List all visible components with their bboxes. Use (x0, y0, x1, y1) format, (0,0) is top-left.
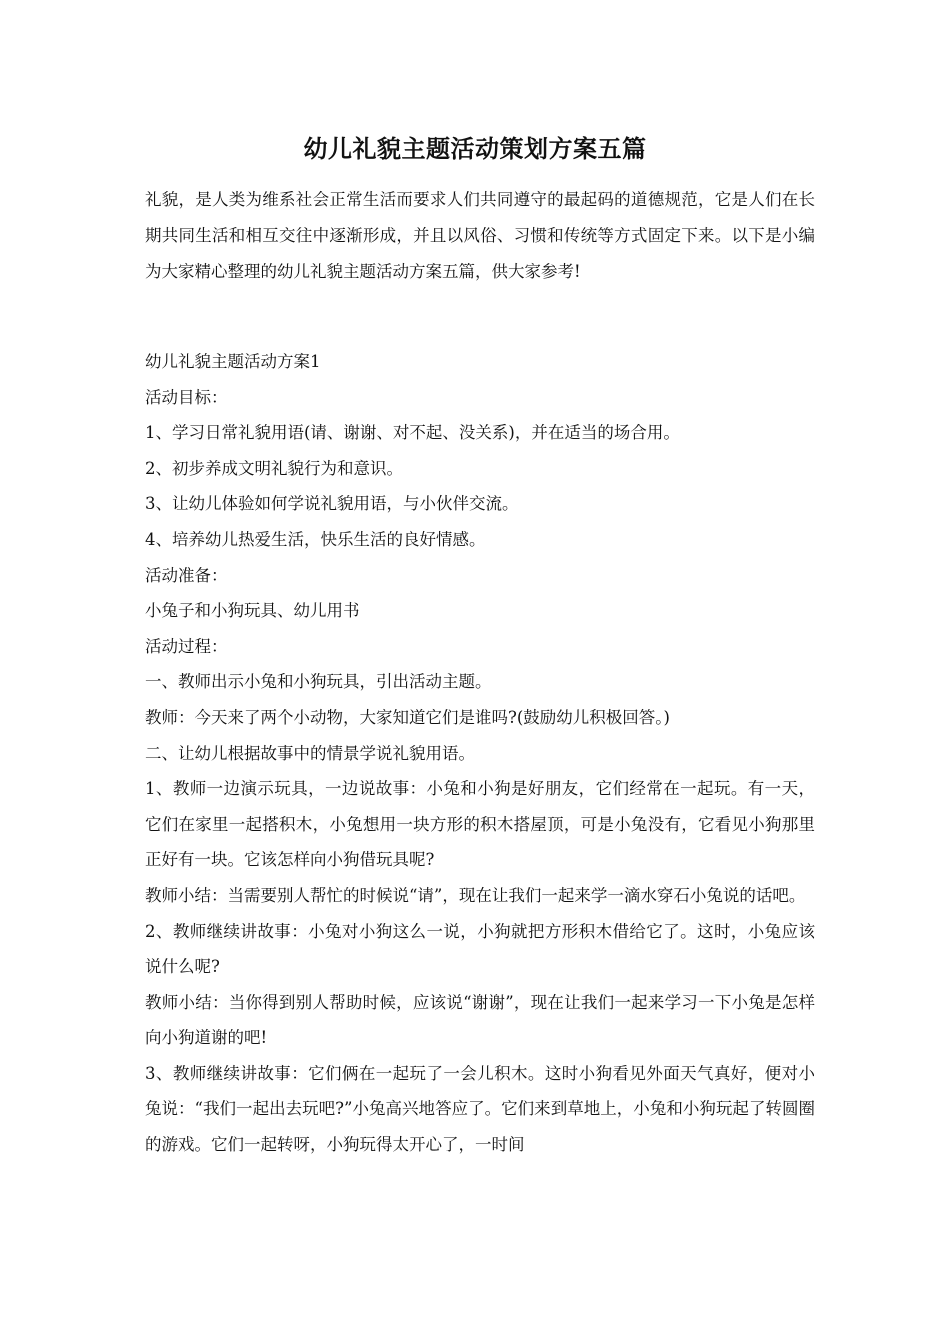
goal-item: 3、让幼儿体验如何学说礼貌用语，与小伙伴交流。 (145, 494, 519, 514)
plan-content (145, 344, 815, 1163)
section-gap (145, 290, 815, 344)
section-heading: 幼儿礼貌主题活动方案1 (145, 352, 321, 371)
document-body (145, 182, 815, 1163)
goal-item: 1、学习日常礼貌用语(请、谢谢、对不起、没关系)，并在适当的场合用。 (145, 423, 680, 443)
goal-item: 4、培养幼儿热爱生活，快乐生活的良好情感。 (145, 529, 486, 549)
subheading-process: 活动过程： (145, 636, 228, 656)
story-paragraph: 3、教师继续讲故事：它们俩在一起玩了一会儿积木。这时小狗看见外面天气真好，便对小兔说：“我们一起出去玩吧?”小兔高兴地答应了。它们来到草地上，小兔和小狗玩起了转圆圈的游戏。它们一起转呀，小狗玩得太开心了，一时间 (145, 1063, 815, 1155)
teacher-summary: 教师小结：当需要别人帮忙的时候说“请”，现在让我们一起来学一滴水穿石小兔说的话吧。 (145, 885, 806, 905)
story-paragraph: 2、教师继续讲故事：小兔对小狗这么一说，小狗就把方形积木借给它了。这时，小兔应该说什么呢? (145, 921, 815, 977)
subheading-goals: 活动目标： (145, 387, 228, 407)
teacher-summary: 教师小结：当你得到别人帮助时候，应该说“谢谢”，现在让我们一起来学习一下小兔是怎样向小狗道谢的吧! (145, 992, 815, 1048)
intro-section (145, 182, 815, 290)
process-text: 教师：今天来了两个小动物，大家知道它们是谁吗?(鼓励幼儿积极回答。) (145, 707, 670, 727)
process-step: 二、让幼儿根据故事中的情景学说礼貌用语。 (145, 743, 475, 763)
preparation-text: 小兔子和小狗玩具、幼儿用书 (145, 601, 360, 621)
document-title: 幼儿礼貌主题活动策划方案五篇 (303, 134, 647, 163)
subheading-preparation: 活动准备： (145, 565, 228, 585)
goal-item: 2、初步养成文明礼貌行为和意识。 (145, 458, 403, 478)
process-step: 一、教师出示小兔和小狗玩具，引出活动主题。 (145, 672, 492, 692)
story-paragraph: 1、教师一边演示玩具，一边说故事：小兔和小狗是好朋友，它们经常在一起玩。有一天，它们在家里一起搭积木，小兔想用一块方形的积木搭屋顶，可是小兔没有，它看见小狗那里正好有一块。它该怎样向小狗借玩具呢? (145, 779, 815, 870)
intro-paragraph: 礼貌，是人类为维系社会正常生活而要求人们共同遵守的最起码的道德规范，它是人们在长期共同生活和相互交往中逐渐形成，并且以风俗、习惯和传统等方式固定下来。以下是小编为大家精心整理的幼儿礼貌主题活动方案五篇，供大家参考! (145, 190, 815, 281)
